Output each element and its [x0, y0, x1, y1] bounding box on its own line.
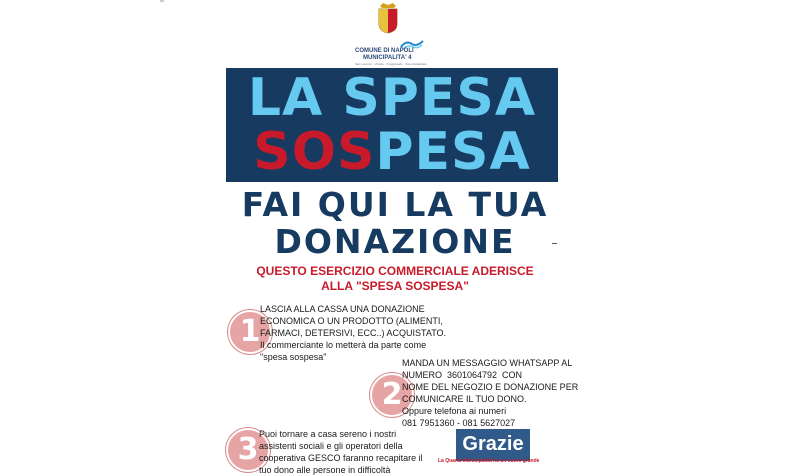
step-2-number-badge: 2	[370, 373, 414, 417]
step-2-line: COMUNICARE IL TUO DONO.	[402, 394, 527, 404]
subheading-line2: ALLA "SPESA SOSPESA"	[321, 279, 469, 293]
banner-line2	[226, 122, 558, 182]
step-1-line: LASCIA ALLA CASSA UNA DONAZIONE	[260, 304, 425, 314]
headline	[200, 186, 590, 260]
subheading	[230, 264, 560, 294]
grazie-label: Grazie	[462, 433, 524, 455]
step-2-line: Oppure telefona ai numeri	[402, 406, 507, 416]
step-3-line: Puoi tornare a casa sereno i nostri	[259, 429, 397, 439]
step-1-text	[260, 303, 460, 363]
headline-line2: DONAZIONE	[274, 222, 516, 261]
step-3-line: assistenti sociali e gli operatori della	[259, 441, 403, 451]
step-2-line: NOME DEL NEGOZIO E DONAZIONE PER	[402, 382, 579, 392]
step-3-line: tuo dono alle persone in difficoltà	[259, 465, 391, 475]
step-2-line: 081 7951360 - 081 5627027	[402, 418, 516, 428]
step-3-line: cooperativa GESCO faranno recapitare il	[259, 453, 423, 463]
municipality-logo	[355, 48, 445, 66]
divider	[552, 243, 557, 244]
step-3-text	[259, 428, 459, 476]
banner-pesa: PESA	[375, 122, 531, 182]
step-1-line: ECONOMICA O UN PRODOTTO (ALIMENTI,	[260, 316, 443, 326]
subheading-line1: QUESTO ESERCIZIO COMMERCIALE ADERISCE	[256, 264, 534, 278]
step-2-line: MANDA UN MESSAGGIO WHATSAPP AL	[402, 358, 573, 368]
grazie-caption: La Quarta Municipalità ha un cuore grande	[438, 458, 540, 464]
step-2-text	[402, 357, 602, 429]
step-1-line: Il commerciante lo metterà da parte come	[260, 340, 427, 350]
napoli-crest-icon	[377, 2, 399, 34]
decorative-dot	[160, 0, 164, 2]
headline-line1: FAI QUI LA TUA	[241, 185, 549, 224]
banner-sos: SOS	[253, 122, 376, 182]
step-1-line: "spesa sospesa"	[260, 352, 327, 362]
step-1-line: FARMACI, DETERSIVI, ECC..) ACQUISTATO.	[260, 328, 447, 338]
step-2-line: NUMERO 3601064792 CON	[402, 370, 523, 380]
step-1-number-badge: 1	[228, 310, 272, 354]
logo-line3: San Lorenzo · Vicaria · Poggioreale · Zona Industriale	[355, 62, 427, 66]
logo-line1: COMUNE DI NAPOLI	[355, 48, 414, 54]
banner-line1: LA SPESA	[247, 68, 537, 128]
step-3-number-badge: 3	[226, 428, 270, 472]
logo-line2: MUNICIPALITA' 4	[363, 55, 412, 61]
